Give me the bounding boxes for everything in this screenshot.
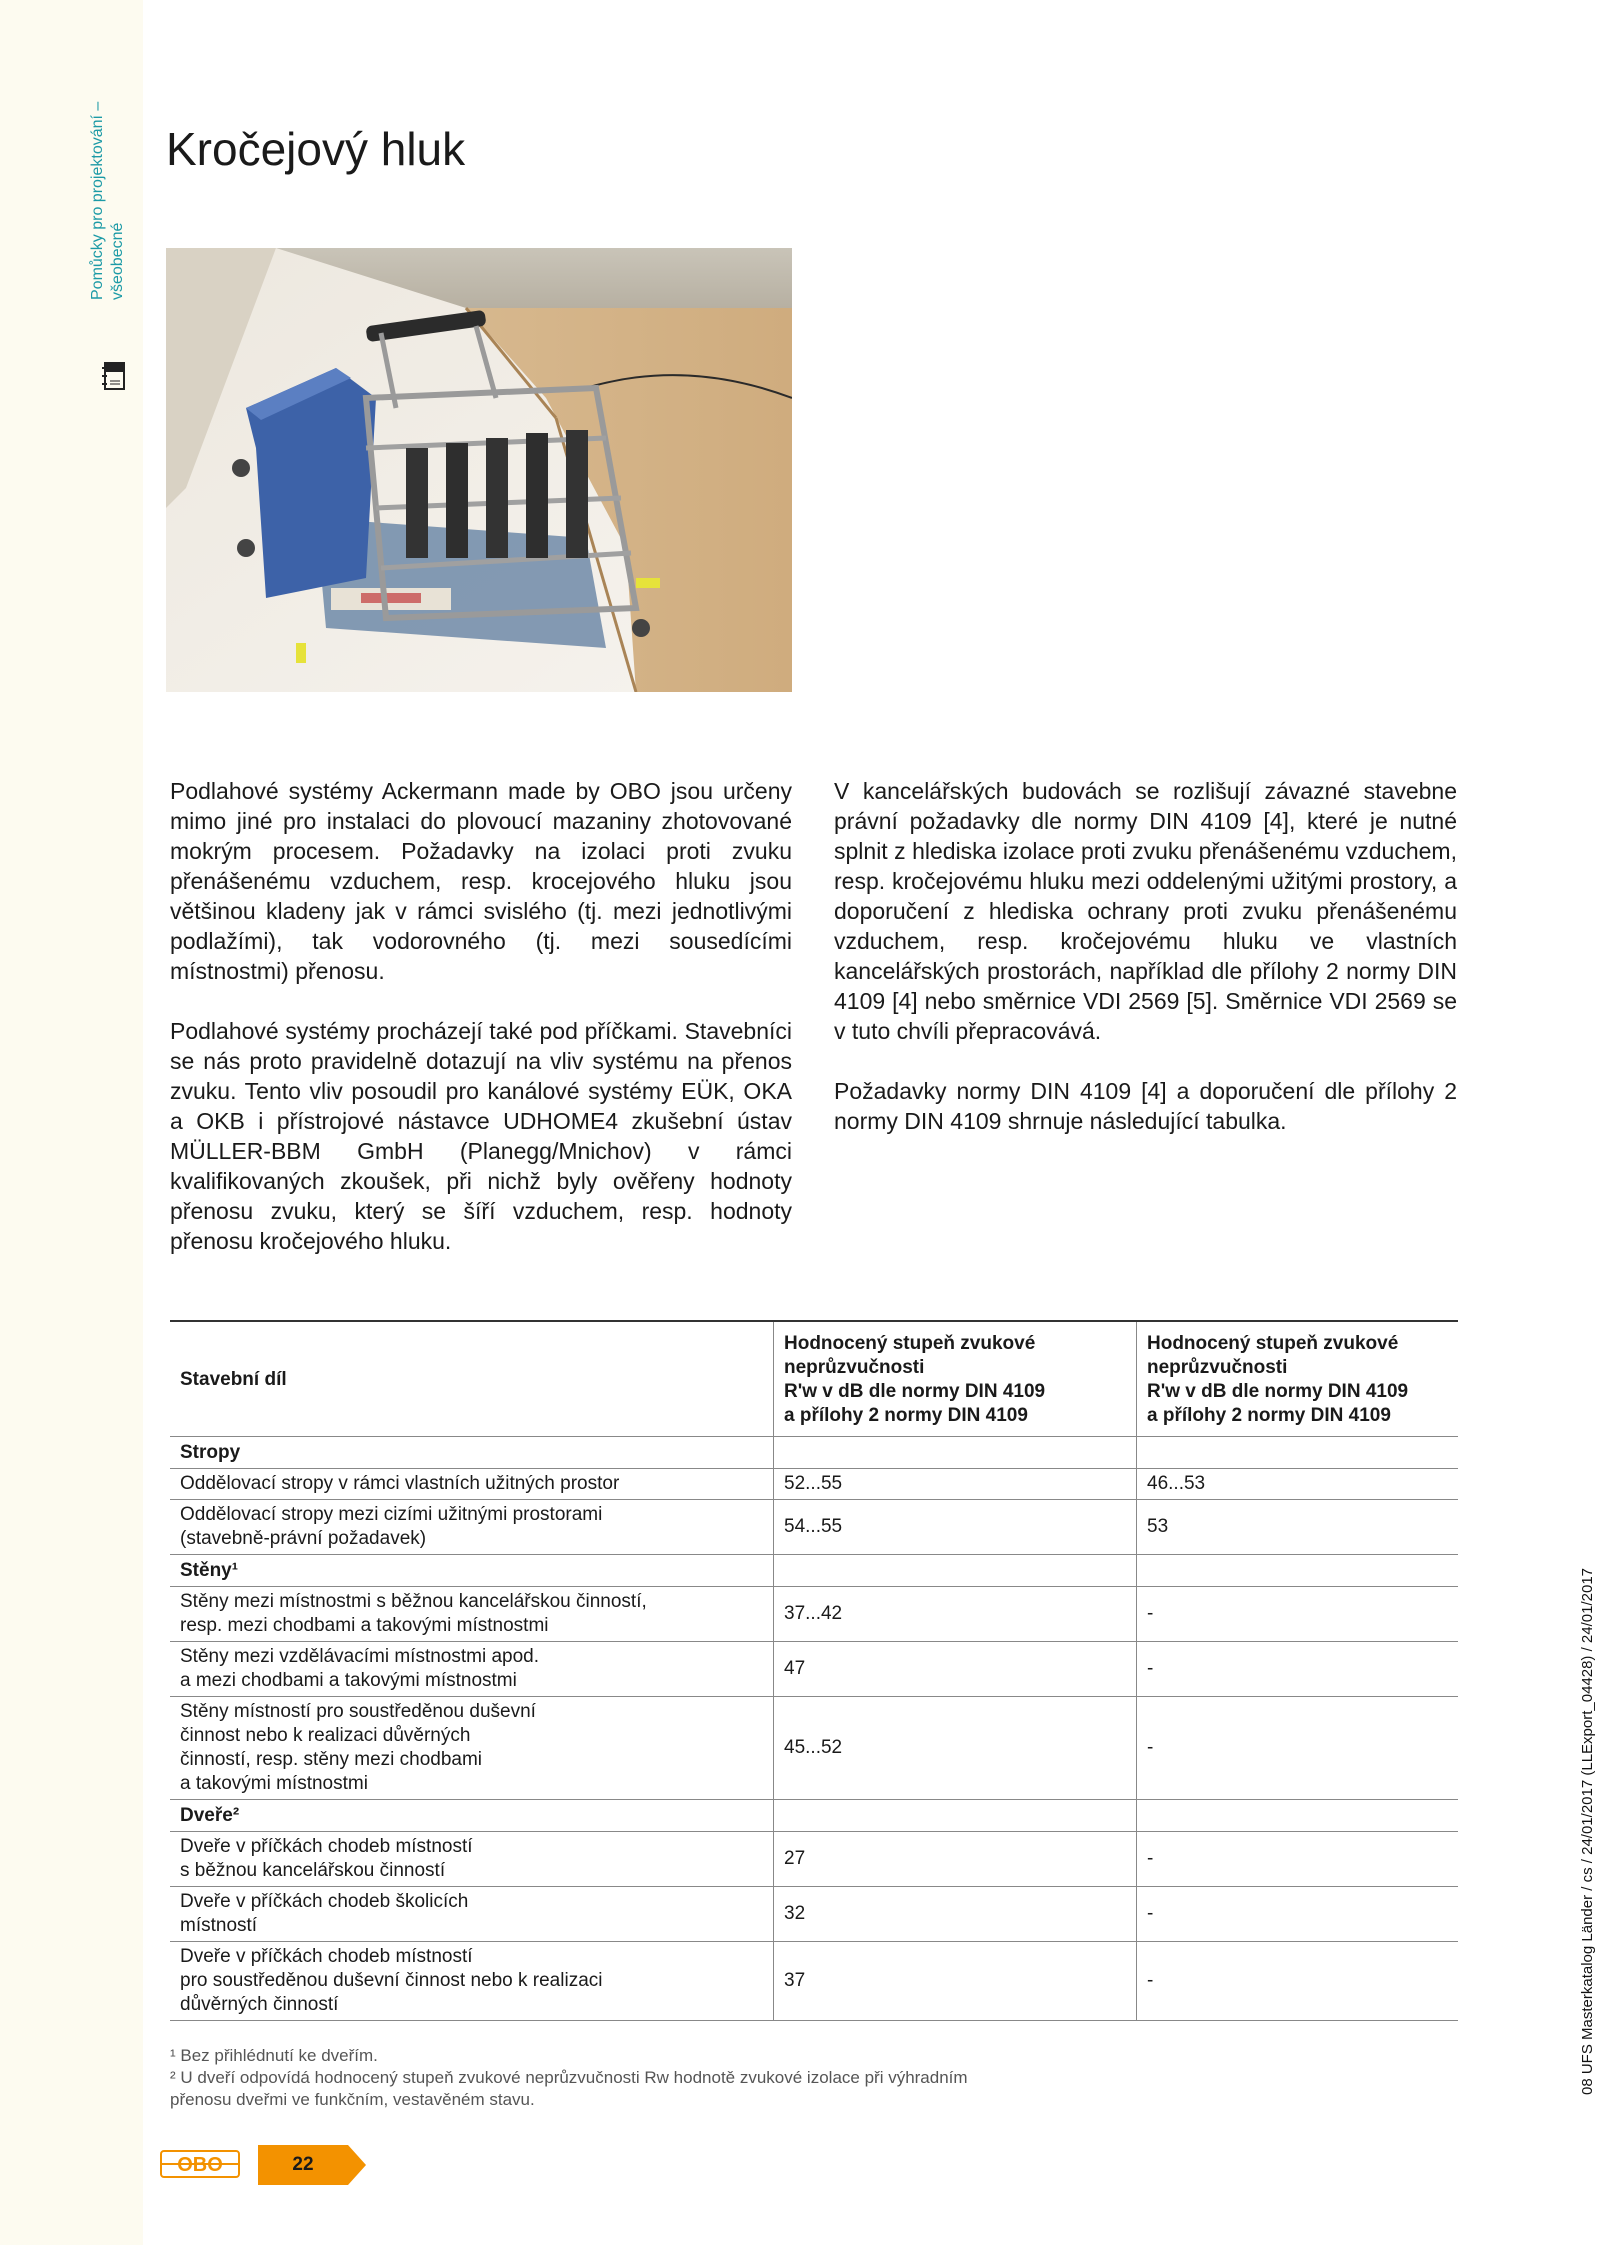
catalog-info-label: 08 UFS Masterkatalog Länder / cs / 24/01/2017 (LLExport_04428) / 24/01/2017 — [1579, 1567, 1596, 2095]
table-header-row — [170, 1321, 1458, 1437]
table-row: Dveře v příčkách chodeb místností s běžnou kancelářskou činností 27 - — [170, 1832, 1458, 1887]
table-row: Stěny mezi vzdělávacími místnostmi apod. a mezi chodbami a takovými místnostmi 47 - — [170, 1642, 1458, 1697]
page-title: Kročejový hluk — [166, 123, 466, 175]
header-construction-part: Stavební díl — [180, 1369, 287, 1390]
page-number: 22 — [292, 2154, 314, 2175]
table-row: Stěny místností pro soustředěnou duševní činnost nebo k realizaci důvěrných činností, resp. stěny mezi chodbami a takovými místnostmi 45...52 - — [170, 1697, 1458, 1800]
section-row: Stěny¹ — [170, 1555, 1458, 1587]
section-row: Dveře² — [170, 1800, 1458, 1832]
footnote-1: ¹ Bez přihlédnutí ke dveřím. — [170, 2046, 378, 2065]
section-row: Stropy — [170, 1437, 1458, 1469]
footnote-2: ² U dveří odpovídá hodnocený stupeň zvukové neprůzvučnosti Rw hodnotě zvukové izolace při výhradním — [170, 2068, 968, 2087]
header-din4109: Hodnocený stupeň zvukové neprůzvučnosti R'w v dB dle normy DIN 4109 a přílohy 2 normy DIN 4109 — [774, 1321, 1137, 1437]
table-row: Dveře v příčkách chodeb školicích místností 32 - — [170, 1887, 1458, 1942]
footnote-2-cont: přenosu dveřmi ve funkčním, vestavěném stavu. — [170, 2090, 535, 2109]
table-row: Stěny mezi místnostmi s běžnou kancelářskou činností, resp. mezi chodbami a takovými místnostmi 37...42 - — [170, 1587, 1458, 1642]
header-recommendation: Hodnocený stupeň zvukové neprůzvučnosti R'w v dB dle normy DIN 4109 a přílohy 2 normy DIN 4109 — [1137, 1321, 1459, 1437]
paragraph: Podlahové systémy Ackermann made by OBO jsou určeny mimo jiné pro instalaci do plovoucí mazaniny zhotovované mokrým procesem. Požadavky na izolaci proti zvuku přenášenému vzduchem, resp. krocejového hluku jsou většinou kladeny jak v rámci svislého (tj. mezi jednotlivými podlažími), tak vodorovného (tj. mezi sousedícími místnostmi) přenosu. — [170, 778, 792, 984]
side-strip — [0, 0, 143, 2245]
table-row: Oddělovací stropy v rámci vlastních užitných prostor 52...55 46...53 — [170, 1469, 1458, 1500]
svg-text:OBO: OBO — [177, 2154, 223, 2176]
page-number-tab — [258, 2145, 366, 2185]
tapping-machine-photo — [166, 248, 792, 692]
book-icon — [100, 362, 126, 390]
paragraph: Požadavky normy DIN 4109 [4] a doporučení dle přílohy 2 normy DIN 4109 shrnuje následující tabulka. — [834, 1078, 1457, 1134]
obo-logo — [160, 2150, 240, 2178]
left-column — [170, 776, 792, 1286]
table-row: Dveře v příčkách chodeb místností pro soustředěnou duševní činnost nebo k realizaci důvěrných činností 37 - — [170, 1942, 1458, 2021]
table-row: Oddělovací stropy mezi cizími užitnými prostorami (stavebně-právní požadavek) 54...55 53 — [170, 1500, 1458, 1555]
paragraph: Podlahové systémy procházejí také pod příčkami. Stavebníci se nás proto pravidelně dotazují na vliv systému na přenos zvuku. Tento vliv posoudil pro kanálové systémy EÜK, OKA a OKB i přístrojové nástavce UDHOME4 zkušební ústav MÜLLER-BBM GmbH (Planegg/Mnichov) v rámci kvalifikovaných zkoušek, při nichž byly ověřeny hodnoty přenosu zvuku, který se šíří vzduchem, resp. hodnoty přenosu kročejového hluku. — [170, 1018, 792, 1254]
paragraph: V kancelářských budovách se rozlišují závazné stavebne právní požadavky dle normy DIN 4109 [4], které je nutné splnit z hlediska izolace proti zvuku přenášenému vzduchem, resp. kročejovému hluku mezi oddelenými užitými prostory, a doporučení z hlediska ochrany proti zvuku přenášenému vzduchem, resp. kročejovému hluku ve vlastních kancelářských prostorách, například dle přílohy 2 normy DIN 4109 [4] nebo směrnice VDI 2569 [5]. Směrnice VDI 2569 se v tuto chvíli přepracovává. — [834, 778, 1457, 1044]
sound-insulation-table — [170, 1320, 1458, 2021]
right-column — [834, 776, 1457, 1166]
footnotes — [170, 2045, 1170, 2111]
section-label: Pomůcky pro projektování – všeobecné — [89, 101, 126, 300]
